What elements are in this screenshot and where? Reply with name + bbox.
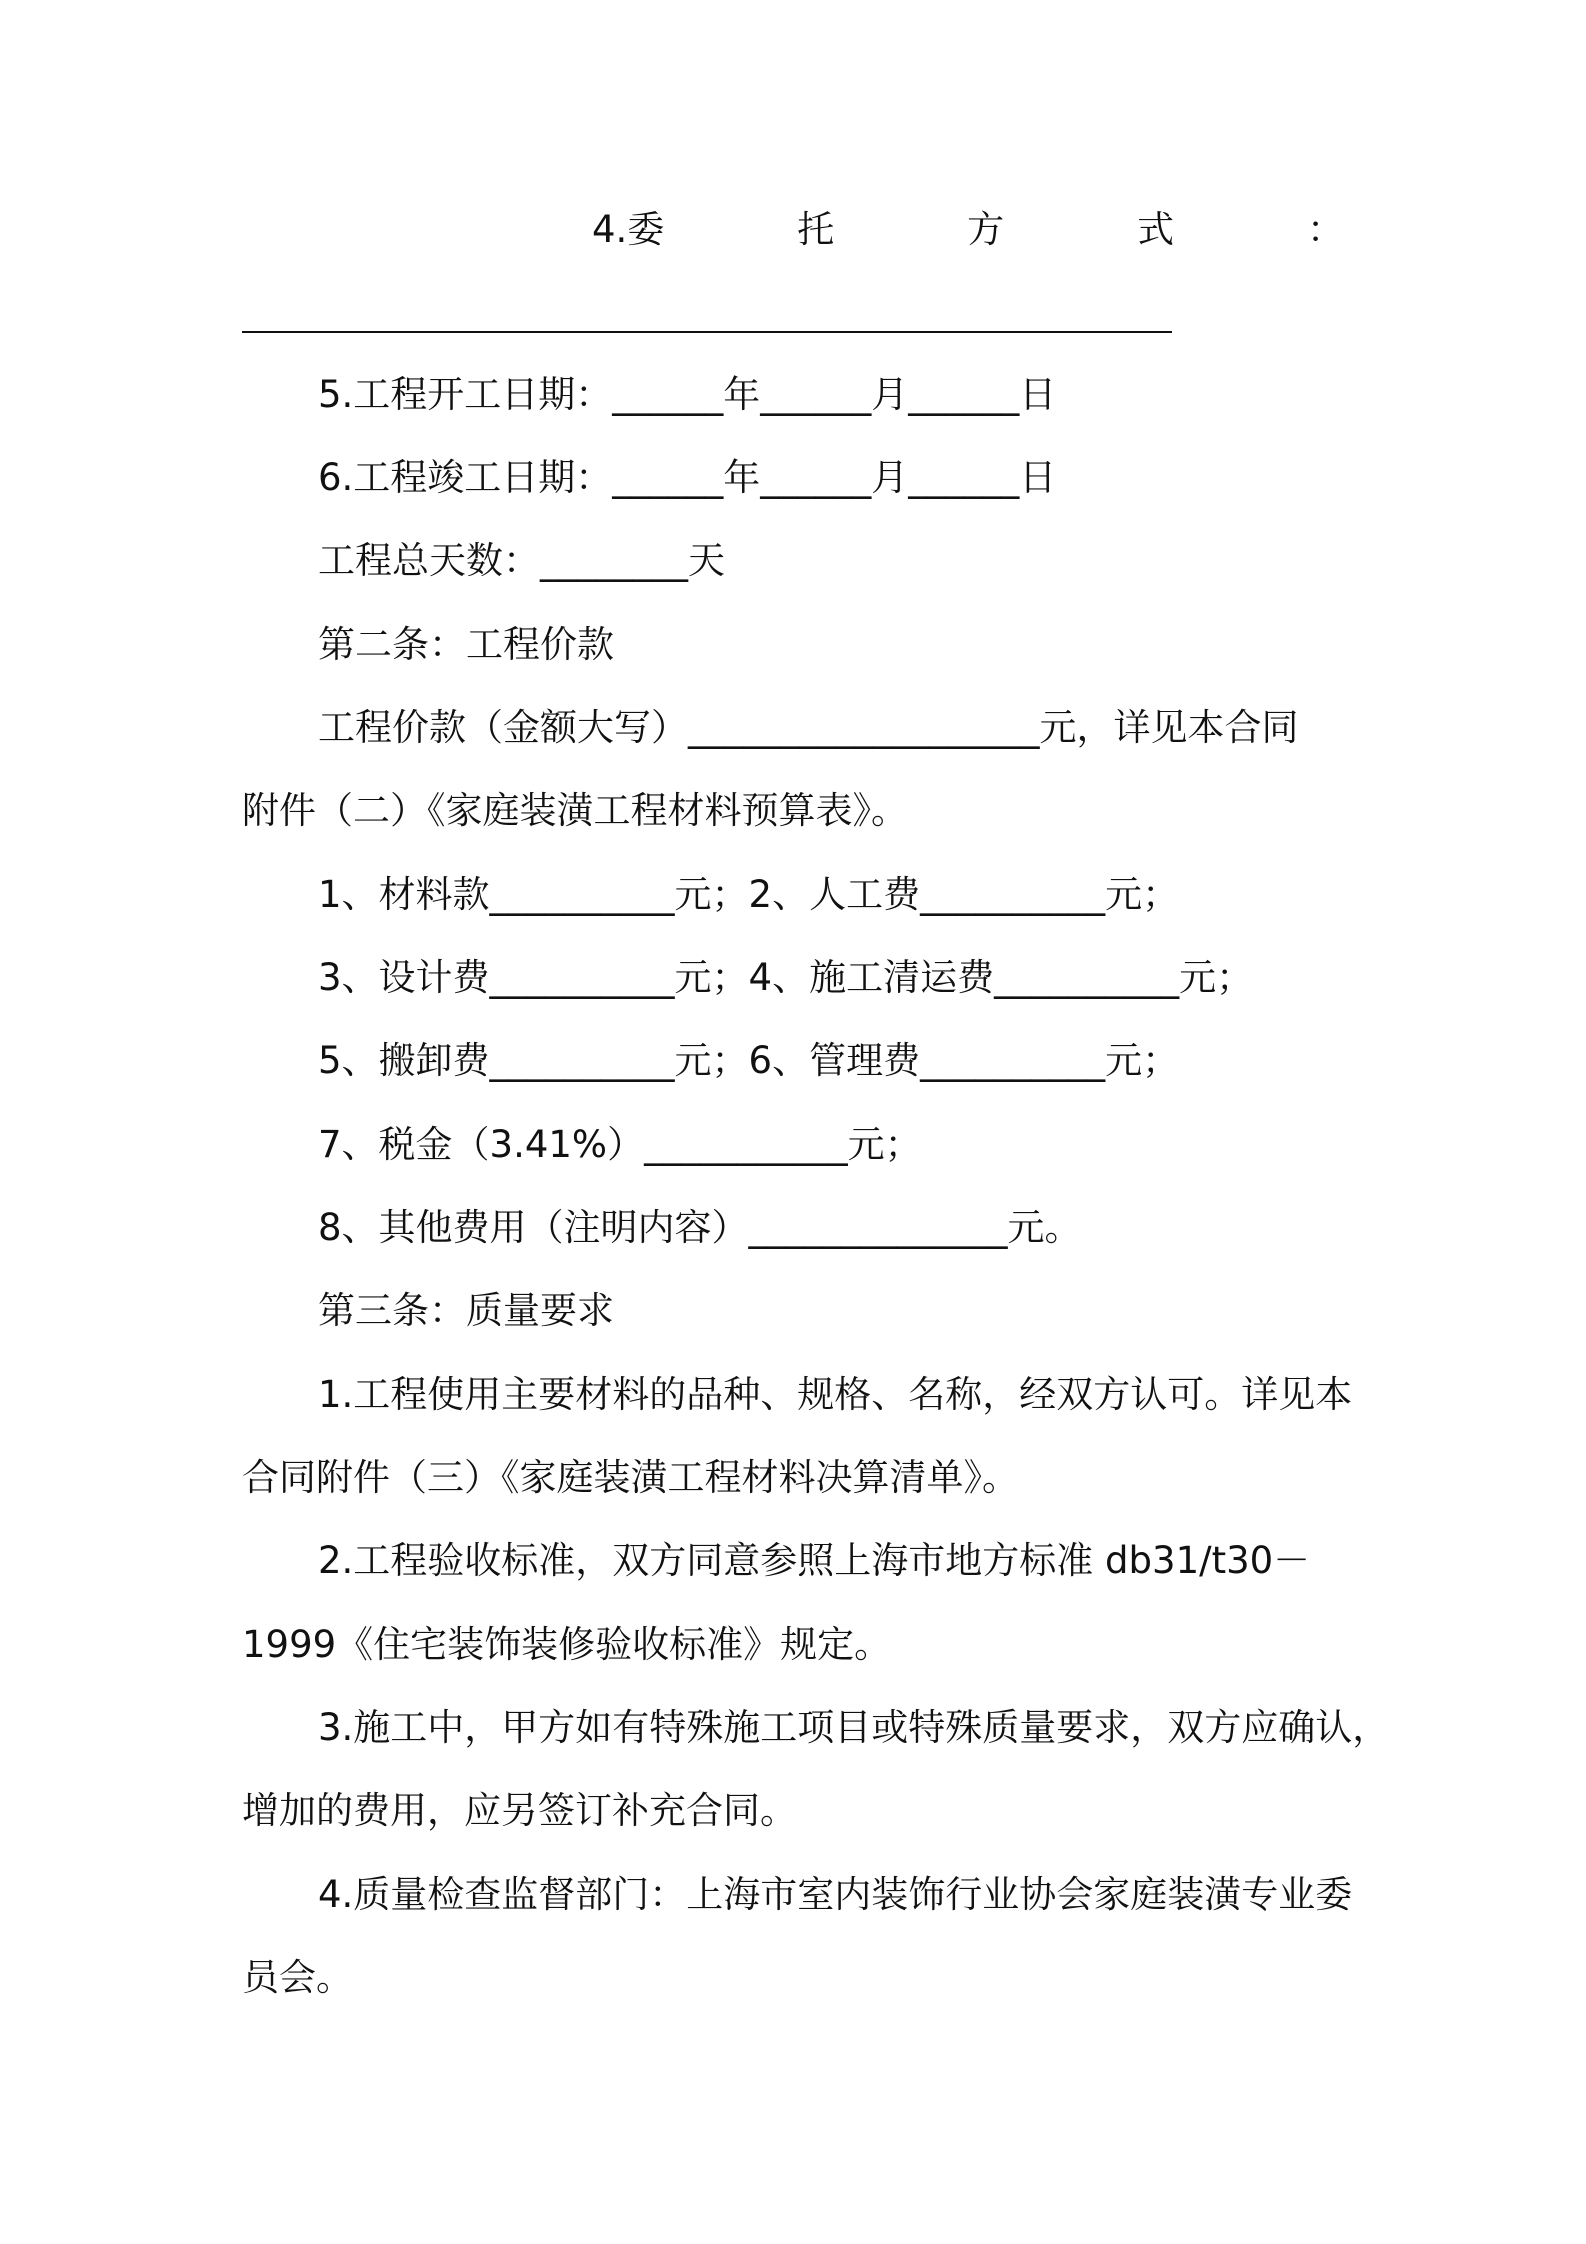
entrust-fill-line bbox=[242, 331, 1172, 333]
article-two-heading: 第二条：工程价款 bbox=[318, 623, 614, 666]
quality-item-4: 4.质量检查监督部门：上海市室内装饰行业协会家庭装潢专业委 bbox=[318, 1873, 1353, 1916]
entrust-char: 方 bbox=[967, 208, 1005, 251]
entrust-char: 托 bbox=[797, 208, 835, 251]
quality-item-2: 2.工程验收标准，双方同意参照上海市地方标准 db31/t30－ bbox=[318, 1539, 1311, 1582]
fee-line: 5、搬卸费__________元；6、管理费__________元； bbox=[318, 1039, 1180, 1082]
article-three-heading: 第三条：质量要求 bbox=[318, 1289, 614, 1332]
entrust-char: ： bbox=[1307, 208, 1344, 251]
quality-item-1-continued: 合同附件（三）《家庭装潢工程材料决算清单》。 bbox=[242, 1456, 1019, 1499]
entrust-char: 4.委 bbox=[592, 208, 665, 251]
quality-item-3: 3.施工中，甲方如有特殊施工项目或特殊质量要求，双方应确认， bbox=[318, 1706, 1390, 1749]
entrust-char: 式 bbox=[1137, 208, 1175, 251]
entrust-method-label bbox=[592, 205, 1344, 255]
start-date-line: 5.工程开工日期：______年______月______日 bbox=[318, 373, 1057, 416]
quality-item-1: 1.工程使用主要材料的品种、规格、名称，经双方认可。详见本 bbox=[318, 1373, 1353, 1416]
quality-item-4-continued: 员会。 bbox=[242, 1956, 353, 1999]
price-line-continued: 附件（二）《家庭装潢工程材料预算表》。 bbox=[242, 789, 908, 832]
other-fees-line: 8、其他费用（注明内容）______________元。 bbox=[318, 1206, 1082, 1249]
total-days-line: 工程总天数：________天 bbox=[318, 539, 725, 582]
tax-line: 7、税金（3.41%）___________元； bbox=[318, 1123, 922, 1166]
quality-item-2-continued: 1999《住宅装饰装修验收标准》规定。 bbox=[242, 1623, 892, 1666]
quality-item-3-continued: 增加的费用，应另签订补充合同。 bbox=[242, 1789, 797, 1832]
fee-line: 1、材料款__________元；2、人工费__________元； bbox=[318, 873, 1180, 916]
price-line: 工程价款（金额大写）___________________元，详见本合同 bbox=[318, 706, 1299, 749]
fee-line: 3、设计费__________元；4、施工清运费__________元； bbox=[318, 956, 1254, 999]
completion-date-line: 6.工程竣工日期：______年______月______日 bbox=[318, 456, 1057, 499]
